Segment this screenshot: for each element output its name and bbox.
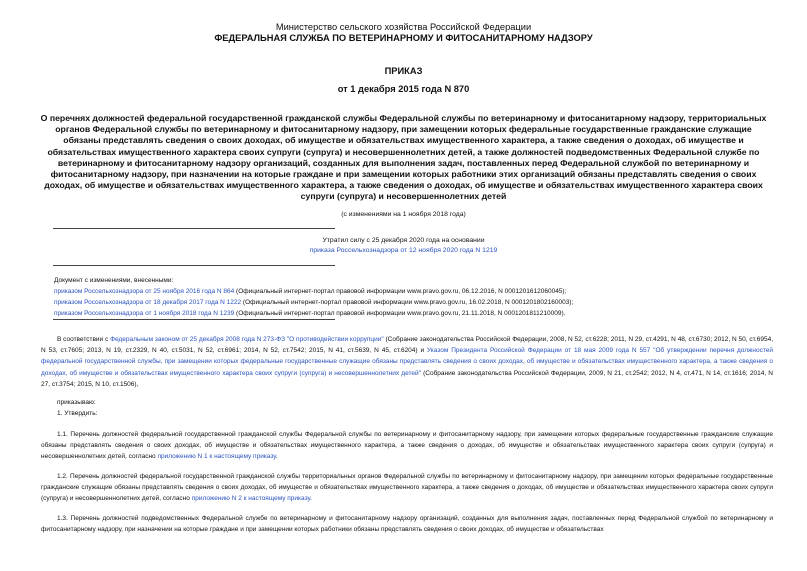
divider-middle [53,265,335,266]
amendments-heading: Документ с изменениями, внесенными: [54,277,174,284]
order-word: приказываю: [57,399,96,406]
appendix-1-link[interactable]: приложению N 1 к настоящему приказу [157,453,276,461]
paragraph-1-3 [41,513,773,535]
amendment-note: (с изменениями на 1 ноября 2018 года) [341,211,466,218]
paragraph-end: . [275,453,278,461]
paragraph-1-1 [41,429,773,463]
appendix-2-link[interactable]: приложению N 2 к настоящему приказу [191,495,311,503]
amendment-source-1: (Официальный интернет-портал правовой информации www.pravo.gov.ru, 06.12.2016, N 0001201612060045); [234,288,567,295]
paragraph-end: . [310,495,312,503]
service-name: ФЕДЕРАЛЬНАЯ СЛУЖБА ПО ВЕТЕРИНАРНОМУ И ФИТОСАНИТАРНОМУ НАДЗОРУ [214,33,593,43]
document-type: ПРИКАЗ [384,66,423,76]
federal-law-link[interactable]: Федеральным законом от 25 декабря 2008 года N 273-ФЗ "О противодействии коррупции" [110,336,384,343]
paragraph-text: 1.1. Перечень должностей федеральной государственной гражданской службы Федеральной службы по ветеринарному и фитосанитарному надзору, при замещении которых федеральные государственные гражданские служащие обязаны представлять сведения о своих доходах, об имуществе и обязательствах имущественного характера, а также сведения о доходах, об имуществе и обязательствах имущественного характера своих супруги (супруга) и несовершеннолетних детей, согласно [41,431,773,461]
preamble [41,334,773,390]
repeal-notice [0,236,807,256]
paragraph-1-2 [41,471,773,505]
divider-top [53,228,335,229]
list-item [54,297,774,308]
amendment-link-1[interactable]: приказом Россельхознадзора от 25 ноября 2016 года N 864 [54,288,235,295]
repeal-text: Утратил силу с 25 декабря 2020 года на основании [322,237,485,244]
divider-bottom [53,319,335,320]
amendment-link-2[interactable]: приказом Россельхознадзора от 18 декабря 2017 года N 1222 [54,299,242,306]
preamble-text: (Собрание законодательства Российской Федерации, 2009, N 21, ст.2542; 2012, N 4, ст.471, N 14, ст.1616; 2014, N 27, ст.3754; 2015, N 10, ст.1506), [41,369,773,388]
document-title: О перечнях должностей федеральной государственной гражданской службы Федеральной службы по ветеринарному и фитосанитарному надзору, территориальных органов Федеральной службы по ветеринарному и фитосанитарному надзору, при замещении которых федеральные государственные гражданские служащие обязаны представлять сведения о своих доходах, об имуществе и обязательствах имущественного характера, а также сведения о доходах, об имуществе и обязательствах имущественного характера своих супруги (супруга) и несовершеннолетних детей, а также должностей подведомственных Федеральной службе по ветеринарному и фитосанитарному надзору организаций, созданных для выполнения задач, поставленных перед Федеральной службой по ветеринарному и фитосанитарному надзору, при назначении на которые граждане и при замещении которых работники этих организаций обязаны представлять сведения о своих доходах, об имуществе и обязательствах имущественного характера, а также сведения о доходах, об имуществе и обязательствах имущественного характера своих супруги (супруга) и несовершеннолетних детей [40,113,767,202]
repeal-link[interactable]: приказа Россельхознадзора от 12 ноября 2020 года N 1219 [309,247,498,254]
preamble-text: В соответствии с [57,336,111,343]
approve-heading: 1. Утвердить: [57,410,98,417]
amendment-link-3[interactable]: приказом Россельхознадзора от 1 ноября 2018 года N 1239 [54,310,235,317]
document-date: от 1 декабря 2015 года N 870 [337,84,470,94]
ministry-name: Министерство сельского хозяйства Российской Федерации [275,22,532,32]
preamble-text: (Собрание законодательства Российской Федерации, 2008, N 52, ст.6228; 2011, N 29, ст.4291, N 48, ст.6730; 2012, N 50, ст.6954, N 53, ст.7605; 2013, N 19, ст.2329, N 40, ст.5031, N 52, ст.6961; 2014, N 52, ст.7542; 2015, N 41, ст.5639, N 45, ст.6204) и [41,336,774,355]
paragraph-text: 1.2. Перечень должностей федеральной государственной гражданской службы территориальных органов Федеральной службы по ветеринарному и фитосанитарному надзору, при замещении которых федеральные государственные гражданские служащие обязаны представлять сведения о своих доходах, об имуществе и обязательствах имущественного характера, а также сведения о доходах, об имуществе и обязательствах имущественного характера своих супруги (супруга) и несовершеннолетних детей, согласно [41,473,773,503]
amendments-list [54,275,774,319]
amendment-source-2: (Официальный интернет-портал правовой информации www.pravo.gov.ru, 16.02.2018, N 0001201802160003); [241,299,574,306]
presidential-decree-link[interactable]: Указом Президента Российской Федерации от 18 мая 2009 года N 557 "Об утверждении перечня должностей федеральной государственной службы, при замещении которых федеральные государственные служащие обязаны представлять сведения о своих доходах, об имуществе и обязательствах имущественного характера, а также сведения о доходах, об имуществе и обязательствах имущественного характера своих супруги (супруга) и несовершеннолетних детей" [41,347,773,377]
list-item [54,308,774,319]
amendment-source-3: (Официальный интернет-портал правовой информации www.pravo.gov.ru, 21.11.2018, N 0001201811210009). [234,310,566,317]
paragraph-text: 1.3. Перечень должностей подведомственных Федеральной службе по ветеринарному и фитосанитарному надзору организаций, созданных для выполнения задач, поставленных перед Федеральной службой по ветеринарному и фитосанитарному надзору, при назначении на которые граждане и при замещении которых работники обязаны представлять сведения о своих доходах, об имуществе и обязательствах [41,515,773,534]
list-item [54,286,774,297]
